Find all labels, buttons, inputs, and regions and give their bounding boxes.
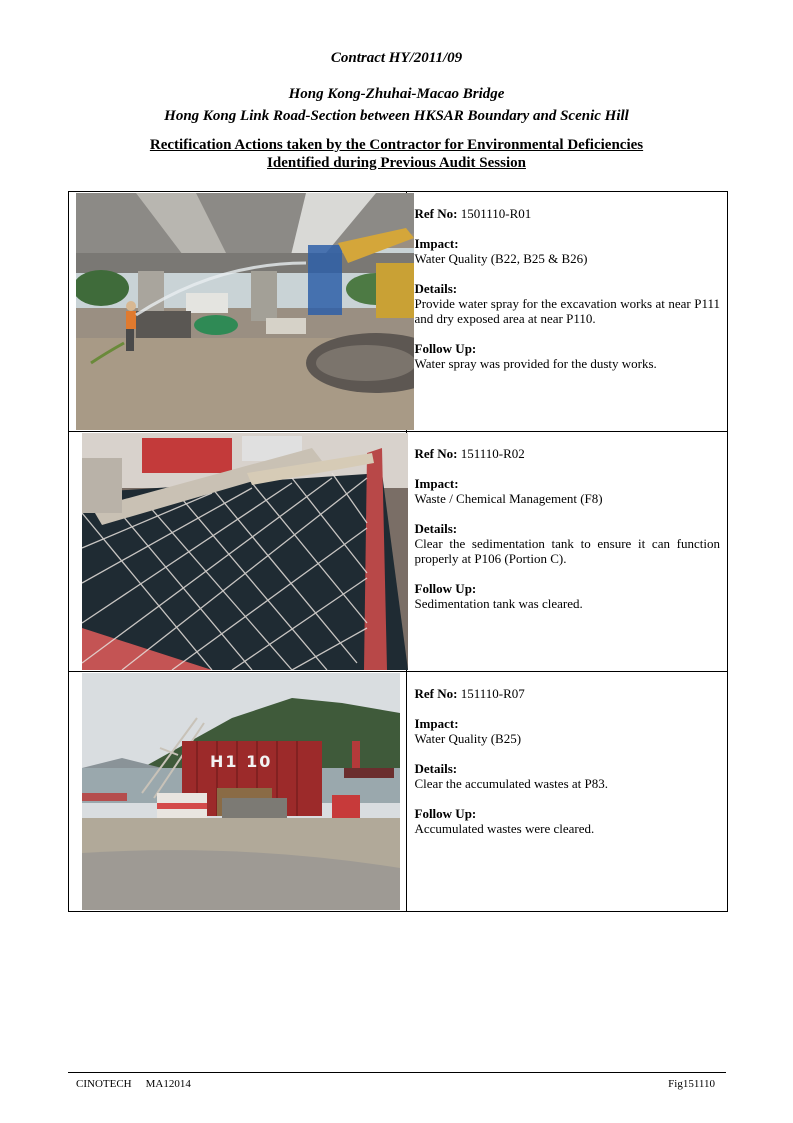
ref-number: 151110-R07	[460, 686, 525, 701]
footer-company: CINOTECH	[76, 1078, 132, 1090]
footer-figure-number: Fig151110	[668, 1078, 715, 1090]
photo-cell	[69, 432, 407, 672]
project-title-line1: Hong Kong-Zhuhai-Macao Bridge	[288, 86, 505, 102]
photo-cell	[69, 672, 407, 912]
impact-label: Impact:	[414, 716, 459, 731]
document-title-line2: Identified during Previous Audit Session	[267, 155, 526, 171]
impact-value: Water Quality (B22, B25 & B26)	[414, 251, 588, 266]
ref-label: Ref No:	[414, 206, 458, 221]
impact-value: Waste / Chemical Management (F8)	[414, 491, 603, 506]
rectification-table	[68, 191, 728, 912]
follow-up-value: Sedimentation tank was cleared.	[414, 596, 583, 611]
photo-waste-skip-p83	[82, 673, 400, 910]
photo-excavation-water-spray	[76, 193, 414, 430]
ref-number: 151110-R02	[460, 446, 525, 461]
details-value: Clear the sedimentation tank to ensure it can function properly at P106 (Portion C).	[414, 536, 720, 566]
skip-container-label: H1 10	[210, 752, 273, 771]
details-value: Provide water spray for the excavation works at near P111 and dry exposed area at near P110.	[414, 296, 720, 326]
impact-label: Impact:	[414, 476, 459, 491]
record-details-cell	[406, 432, 728, 672]
footer-left	[76, 1078, 205, 1090]
photo-sedimentation-tank	[82, 433, 408, 670]
footer-divider	[68, 1072, 726, 1073]
follow-up-label: Follow Up:	[414, 581, 477, 596]
details-label: Details:	[414, 281, 458, 296]
follow-up-value: Accumulated wastes were cleared.	[414, 821, 595, 836]
details-value: Clear the accumulated wastes at P83.	[414, 776, 608, 791]
impact-label: Impact:	[414, 236, 459, 251]
impact-value: Water Quality (B25)	[414, 731, 522, 746]
table-row	[69, 672, 728, 912]
details-label: Details:	[414, 761, 458, 776]
details-label: Details:	[414, 521, 458, 536]
table-row	[69, 192, 728, 432]
contract-number: Contract HY/2011/09	[330, 50, 463, 66]
ref-label: Ref No:	[414, 446, 458, 461]
record-details-cell	[406, 672, 728, 912]
follow-up-label: Follow Up:	[414, 341, 477, 356]
footer-report-number: MA12014	[145, 1078, 191, 1090]
follow-up-value: Water spray was provided for the dusty works.	[414, 356, 657, 371]
project-title-line2: Hong Kong Link Road-Section between HKSAR Boundary and Scenic Hill	[164, 108, 629, 124]
photo-cell	[69, 192, 407, 432]
ref-label: Ref No:	[414, 686, 458, 701]
document-title-line1: Rectification Actions taken by the Contractor for Environmental Deficiencies	[149, 137, 644, 153]
table-row	[69, 432, 728, 672]
ref-number: 1501110-R01	[460, 206, 532, 221]
record-details-cell	[406, 192, 728, 432]
follow-up-label: Follow Up:	[414, 806, 477, 821]
